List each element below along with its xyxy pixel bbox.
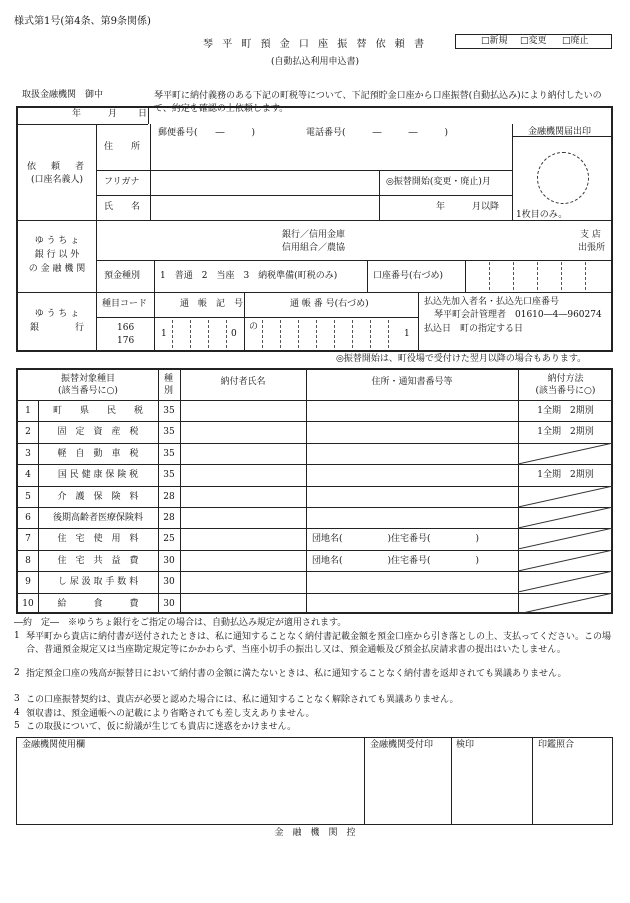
row-method-slash — [518, 507, 613, 528]
start-month-value[interactable]: 年 月以降 — [436, 202, 500, 212]
seal-note: 1枚目のみ。 — [516, 210, 568, 220]
row-category: 35 — [163, 427, 175, 438]
account-type-options[interactable]: 1 普通 2 当座 3 納税準備(町税のみ) — [160, 271, 338, 281]
term-number: 2 — [14, 668, 20, 678]
branch-label-2: 出張所 — [578, 243, 606, 253]
row-method-slash — [518, 486, 613, 507]
row-number: 10 — [22, 598, 34, 609]
row-number: 9 — [25, 577, 31, 588]
yucho-label-1: ゆ う ち ょ — [34, 309, 80, 319]
bank-copy-label: 金 融 機 関 控 — [274, 828, 356, 838]
row-category: 30 — [163, 555, 175, 566]
term-number: 5 — [14, 721, 20, 731]
row-category: 28 — [163, 513, 175, 523]
term-text: 琴平町から貴店に納付書が送付されたときは、私に通知することなく納付書記載金額を預金口座から引き落としの上、支払ってください。この場合、普通預金規定又は当座勘定規定等にかかわらず、当座小切手の振出し又は、預金通帳及び預金払戻請求書の提出はいたしません。 — [26, 632, 612, 656]
row-number: 6 — [25, 513, 31, 523]
header-method: 納付方法 — [547, 374, 584, 384]
term-text: 指定預金口座の残高が振替日において納付書の金額に満たないときは、私に通知することなく納付書を返却されても異議ありません。 — [26, 669, 567, 679]
account-type-label: 預金種別 — [104, 271, 141, 281]
header-cat-2: 別 — [164, 386, 174, 396]
row-divider — [16, 421, 613, 422]
account-number-label: 口座番号(右づめ) — [373, 271, 444, 281]
row-item-name: 固 定 資 産 税 — [57, 427, 139, 438]
term-number: 1 — [14, 631, 20, 641]
header-payer: 納付者氏名 — [220, 377, 266, 387]
row-method-slash — [518, 550, 613, 571]
payee-info-label: 払込先加入者名・払込先口座番号 — [424, 297, 560, 307]
bank-received-label: 金融機関受付印 — [370, 740, 434, 750]
row-item-name: し 尿 汲 取 手 数 料 — [57, 577, 139, 588]
header-cat-1: 種 — [164, 374, 174, 384]
slash-line — [518, 593, 613, 614]
slash-line — [518, 550, 613, 571]
bank-use-label: 金融機関使用欄 — [22, 740, 86, 750]
row-number: 7 — [25, 534, 31, 545]
option-change[interactable]: □変更 — [520, 36, 547, 46]
row-number: 5 — [25, 491, 31, 502]
form-number: 様式第1号(第4条、第9条関係) — [14, 16, 151, 27]
addressee: 取扱金融機関 御中 — [22, 90, 104, 100]
row-method-slash — [518, 528, 613, 549]
passbook-number-label: 通 帳 番 号(右づめ) — [290, 299, 369, 309]
row-item-name: 軽 自 動 車 税 — [57, 448, 139, 459]
row-number: 2 — [25, 427, 31, 438]
row-item-name: 給 食 費 — [57, 598, 139, 609]
row-item-name: 国 民 健 康 保 険 税 — [57, 470, 139, 481]
row-number: 3 — [25, 448, 31, 459]
type-code-label: 種目コード — [102, 299, 148, 309]
header-type: 振替対象種目 — [60, 374, 115, 384]
row-address[interactable]: 団地名( )住宅番号( ) — [312, 534, 480, 545]
date-month: 月 — [108, 109, 118, 119]
seal-label: 金融機関届出印 — [528, 127, 592, 137]
phone-field[interactable]: 電話番号( ― ― ) — [306, 128, 449, 138]
passbook-code-prefix: 1 — [161, 329, 167, 339]
date-year: 年 — [72, 109, 82, 119]
row-category: 30 — [163, 598, 175, 609]
bank-types-1: 銀行／信用金庫 — [282, 230, 346, 240]
row-category: 30 — [163, 577, 175, 588]
date-day: 日 — [138, 109, 148, 119]
bank-label-1: ゆ う ち ょ — [34, 236, 80, 246]
form-title: 琴 平 町 預 金 口 座 振 替 依 頼 書 — [203, 39, 427, 50]
row-divider — [16, 464, 613, 465]
slash-line — [518, 443, 613, 464]
option-cancel[interactable]: □廃止 — [562, 36, 589, 46]
row-address[interactable]: 団地名( )住宅番号( ) — [312, 555, 480, 566]
header-address: 住所・通知書番号等 — [371, 377, 453, 387]
row-category: 35 — [163, 406, 175, 416]
address-label: 住 所 — [104, 142, 141, 152]
row-category: 35 — [163, 448, 175, 459]
intro-text: 琴平町に納付義務のある下記の町税等について、下記預貯金口座から口座振替(自動払込み)により納付したいので、約定を確認の上依頼します。 — [154, 91, 602, 115]
term-text: 領収書は、預金通帳への記載により省略されても差し支えありません。 — [26, 709, 315, 719]
bank-types-2: 信用組合／農協 — [282, 243, 346, 253]
slash-line — [518, 486, 613, 507]
seal-check-label: 印鑑照合 — [538, 740, 575, 750]
slash-line — [518, 507, 613, 528]
row-method-slash — [518, 593, 613, 614]
name-label: 氏 名 — [104, 202, 141, 212]
inspection-label: 検印 — [456, 740, 475, 750]
row-item-name: 後期高齢者医療保険料 — [52, 513, 143, 523]
bank-label-3: の 金 融 機 関 — [28, 264, 86, 274]
passbook-code-zero: 0 — [231, 329, 237, 339]
bank-use-section — [16, 737, 613, 825]
of-label: の — [249, 322, 259, 332]
row-item-name: 介 護 保 険 料 — [57, 491, 139, 502]
passbook-code-label: 通 帳 記 号 — [180, 299, 244, 309]
header-method-sub: (該当番号に○) — [535, 386, 596, 396]
slash-line — [518, 571, 613, 592]
row-method[interactable]: 1全期 2期別 — [537, 406, 594, 416]
yucho-label-2: 銀 行 — [29, 323, 84, 333]
row-category: 35 — [163, 470, 175, 481]
start-note: ◎振替開始は、町役場で受付けた翌月以降の場合もあります。 — [336, 354, 587, 364]
start-month-label: ◎振替開始(変更・廃止)月 — [386, 177, 491, 187]
row-item-name: 住 宅 使 用 料 — [57, 534, 139, 545]
row-number: 4 — [25, 470, 31, 481]
term-text: この口座振替契約は、貴店が必要と認めた場合には、私に通知することなく解除されても異議ありません。 — [26, 695, 459, 705]
furigana-label: フリガナ — [104, 177, 140, 187]
terms-heading: ―約 定― ※ゆうちょ銀行をご指定の場合は、自動払込み規定が適用されます。 — [14, 618, 347, 628]
form-subtitle: (自動払込利用申込書) — [270, 57, 360, 67]
term-number: 3 — [14, 694, 20, 704]
type-code-1: 166 — [117, 323, 135, 333]
term-text: この取扱について、仮に紛議が生じても貴店に迷惑をかけません。 — [26, 722, 297, 732]
bank-label-2: 銀 行 以 外 — [34, 250, 80, 260]
row-item-name: 町 県 民 税 — [52, 406, 143, 416]
row-number: 1 — [25, 406, 31, 416]
row-method-slash — [518, 571, 613, 592]
row-divider — [16, 400, 613, 401]
seal-circle[interactable] — [537, 152, 589, 204]
row-method[interactable]: 1全期 2期別 — [537, 470, 594, 481]
pay-date: 払込日 町の指定する日 — [424, 324, 524, 334]
applicant-label: 依 頼 者 — [26, 162, 87, 172]
option-new[interactable]: □新規 — [481, 36, 508, 46]
row-method-slash — [518, 443, 613, 464]
type-code-2: 176 — [117, 336, 135, 346]
branch-label-1: 支 店 — [580, 230, 601, 240]
row-method[interactable]: 1全期 2期別 — [537, 427, 594, 438]
applicant-sublabel: (口座名義人) — [30, 175, 84, 185]
postal-code-field[interactable]: 郵便番号( ― ) — [158, 128, 256, 138]
header-type-sub: (該当番号に○) — [58, 386, 118, 396]
row-category: 28 — [163, 491, 175, 502]
row-category: 25 — [163, 534, 175, 545]
slash-line — [518, 528, 613, 549]
row-number: 8 — [25, 555, 31, 566]
passbook-number-suffix: 1 — [404, 329, 410, 339]
term-number: 4 — [14, 708, 20, 718]
payee-account: 琴平町会計管理者 01610―4―960274 — [434, 310, 602, 320]
row-item-name: 住 宅 共 益 費 — [57, 555, 139, 566]
